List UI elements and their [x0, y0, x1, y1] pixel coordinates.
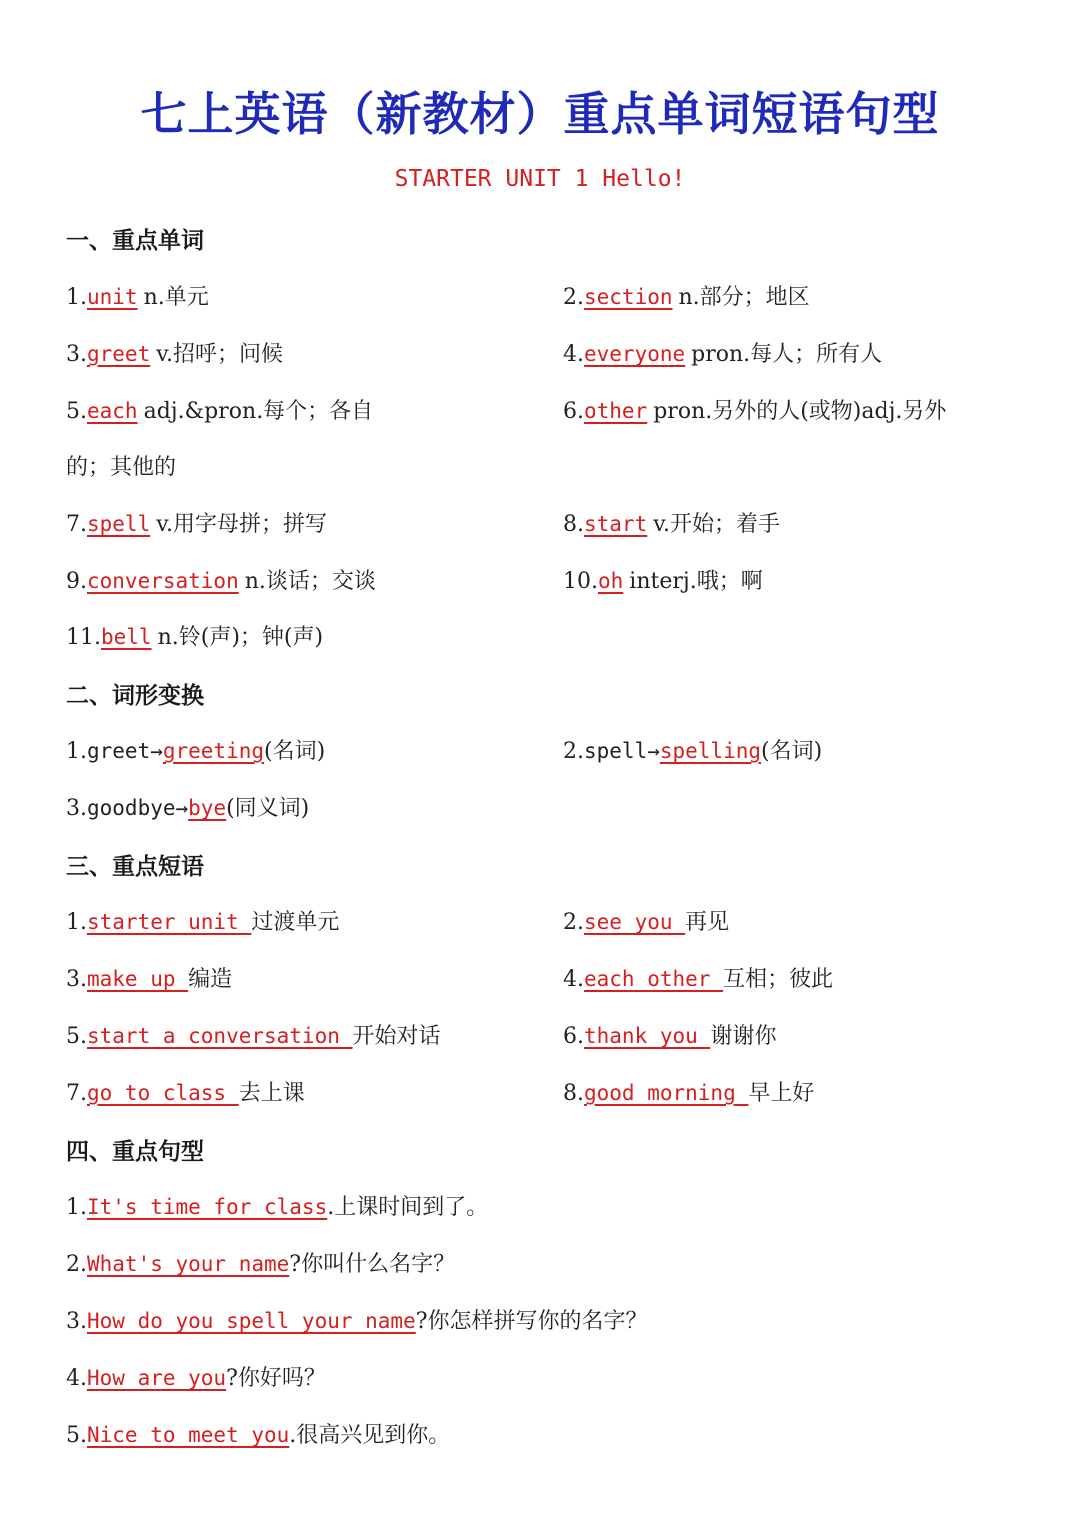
word-item — [66, 507, 327, 538]
sentence-item — [66, 1190, 488, 1221]
answer-word: other — [584, 399, 648, 423]
item-number: 1. — [66, 285, 87, 310]
sentence-item — [66, 1304, 648, 1335]
word-meaning: adj.&pron.每个；各自 — [143, 399, 374, 424]
phrase-meaning: 谢谢你 — [710, 1024, 777, 1049]
base-word: greet→ — [87, 739, 163, 763]
phrase-meaning: 编造 — [188, 967, 233, 992]
word-item — [563, 564, 763, 595]
word-meaning: pron.另外的人(或物)adj.另外 — [653, 399, 947, 424]
item-number: 1. — [66, 910, 87, 935]
item-number: 6. — [563, 399, 584, 424]
item-number: 3. — [66, 342, 87, 367]
word-item — [563, 507, 780, 538]
item-number: 4. — [66, 1366, 87, 1391]
form-note: (名词) — [264, 739, 326, 764]
answer-word: unit — [87, 285, 138, 309]
section-heading-phrases: 三、重点短语 — [66, 854, 204, 880]
item-number: 1. — [66, 739, 87, 764]
form-note: (名词) — [761, 739, 823, 764]
phrase-item — [563, 905, 729, 936]
item-number: 10. — [563, 569, 598, 594]
item-number: 3. — [66, 796, 87, 821]
sentence-item — [66, 1418, 450, 1449]
item-number: 9. — [66, 569, 87, 594]
item-number: 2. — [563, 739, 584, 764]
word-item — [66, 564, 376, 595]
item-number: 8. — [563, 1081, 584, 1106]
phrase-item — [563, 1076, 814, 1107]
word-meaning: v.开始；着手 — [653, 512, 781, 537]
sentence-meaning: .上课时间到了。 — [327, 1195, 489, 1220]
section-heading-sentences: 四、重点句型 — [66, 1139, 204, 1165]
phrase-meaning: 再见 — [685, 910, 730, 935]
item-number: 8. — [563, 512, 584, 537]
item-number: 2. — [66, 1252, 87, 1277]
answer-phrase: see you — [584, 910, 686, 934]
phrase-item — [66, 905, 339, 936]
word-meaning: pron.每人；所有人 — [691, 342, 883, 367]
answer-sentence: How do you spell your name — [87, 1309, 416, 1333]
word-meaning: n.单元 — [143, 285, 209, 310]
answer-word: everyone — [584, 342, 686, 366]
phrase-item — [563, 962, 833, 993]
answer-phrase: each other — [584, 967, 724, 991]
answer-phrase: good morning — [584, 1081, 749, 1105]
word-meaning: v.招呼；问候 — [156, 342, 284, 367]
item-number: 5. — [66, 1024, 87, 1049]
item-number: 3. — [66, 1309, 87, 1334]
answer-word: section — [584, 285, 673, 309]
answer-word: conversation — [87, 569, 239, 593]
sentence-meaning: ?你怎样拼写你的名字？ — [415, 1309, 648, 1334]
form-item — [66, 791, 309, 822]
word-meaning: n.部分；地区 — [678, 285, 810, 310]
word-item-continuation — [66, 450, 176, 481]
word-meaning: v.用字母拼；拼写 — [156, 512, 328, 537]
word-item — [563, 337, 882, 368]
sentence-meaning: ?你好吗？ — [226, 1366, 326, 1391]
phrase-item — [563, 1019, 776, 1050]
phrase-meaning: 去上课 — [238, 1081, 305, 1106]
sentence-meaning: ?你叫什么名字？ — [289, 1252, 456, 1277]
sentence-item — [66, 1247, 455, 1278]
phrase-meaning: 过渡单元 — [251, 910, 340, 935]
answer-word: spell — [87, 512, 151, 536]
answer-sentence: Nice to meet you — [87, 1423, 290, 1447]
form-item — [66, 734, 325, 765]
base-word: goodbye→ — [87, 796, 189, 820]
form-item — [563, 734, 822, 765]
answer-word: bell — [101, 625, 152, 649]
answer-word: spelling — [659, 739, 762, 763]
item-number: 3. — [66, 967, 87, 992]
sentence-item — [66, 1361, 326, 1392]
answer-word: start — [584, 512, 648, 536]
word-item — [66, 280, 209, 311]
answer-sentence: What's your name — [87, 1252, 290, 1276]
answer-sentence: How are you — [87, 1366, 227, 1390]
answer-word: each — [87, 399, 138, 423]
item-number: 1. — [66, 1195, 87, 1220]
unit-subtitle: STARTER UNIT 1 Hello! — [394, 166, 686, 192]
item-number: 11. — [66, 625, 101, 650]
word-item — [66, 394, 373, 425]
word-item — [563, 280, 810, 311]
section-heading-forms: 二、词形变换 — [66, 683, 204, 709]
answer-phrase: starter unit — [87, 910, 252, 934]
form-note: (同义词) — [226, 796, 310, 821]
answer-sentence: It's time for class — [87, 1195, 328, 1219]
item-number: 5. — [66, 1423, 87, 1448]
answer-word: bye — [188, 796, 227, 820]
item-number: 4. — [563, 967, 584, 992]
answer-phrase: start a conversation — [87, 1024, 353, 1048]
sentence-meaning: .很高兴见到你。 — [289, 1423, 451, 1448]
word-meaning: n.铃(声)；钟(声) — [157, 625, 324, 650]
item-number: 5. — [66, 399, 87, 424]
answer-phrase: go to class — [87, 1081, 239, 1105]
answer-word: oh — [598, 569, 624, 593]
word-meaning: interj.哦；啊 — [629, 569, 763, 594]
word-meaning: 的；其他的 — [66, 455, 177, 480]
section-heading-words: 一、重点单词 — [66, 228, 204, 254]
answer-word: greeting — [162, 739, 265, 763]
answer-phrase: thank you — [584, 1024, 711, 1048]
page-title: 七上英语（新教材）重点单词短语句型 — [140, 87, 940, 141]
item-number: 6. — [563, 1024, 584, 1049]
item-number: 7. — [66, 1081, 87, 1106]
phrase-meaning: 开始对话 — [352, 1024, 441, 1049]
phrase-item — [66, 962, 232, 993]
item-number: 2. — [563, 910, 584, 935]
phrase-item — [66, 1076, 305, 1107]
word-item — [66, 620, 323, 651]
item-number: 4. — [563, 342, 584, 367]
word-item — [563, 394, 946, 425]
phrase-meaning: 早上好 — [748, 1081, 815, 1106]
answer-phrase: make up — [87, 967, 189, 991]
answer-word: greet — [87, 342, 151, 366]
item-number: 7. — [66, 512, 87, 537]
word-item — [66, 337, 283, 368]
item-number: 2. — [563, 285, 584, 310]
phrase-item — [66, 1019, 441, 1050]
phrase-meaning: 互相；彼此 — [723, 967, 834, 992]
word-meaning: n.谈话；交谈 — [244, 569, 376, 594]
base-word: spell→ — [584, 739, 660, 763]
